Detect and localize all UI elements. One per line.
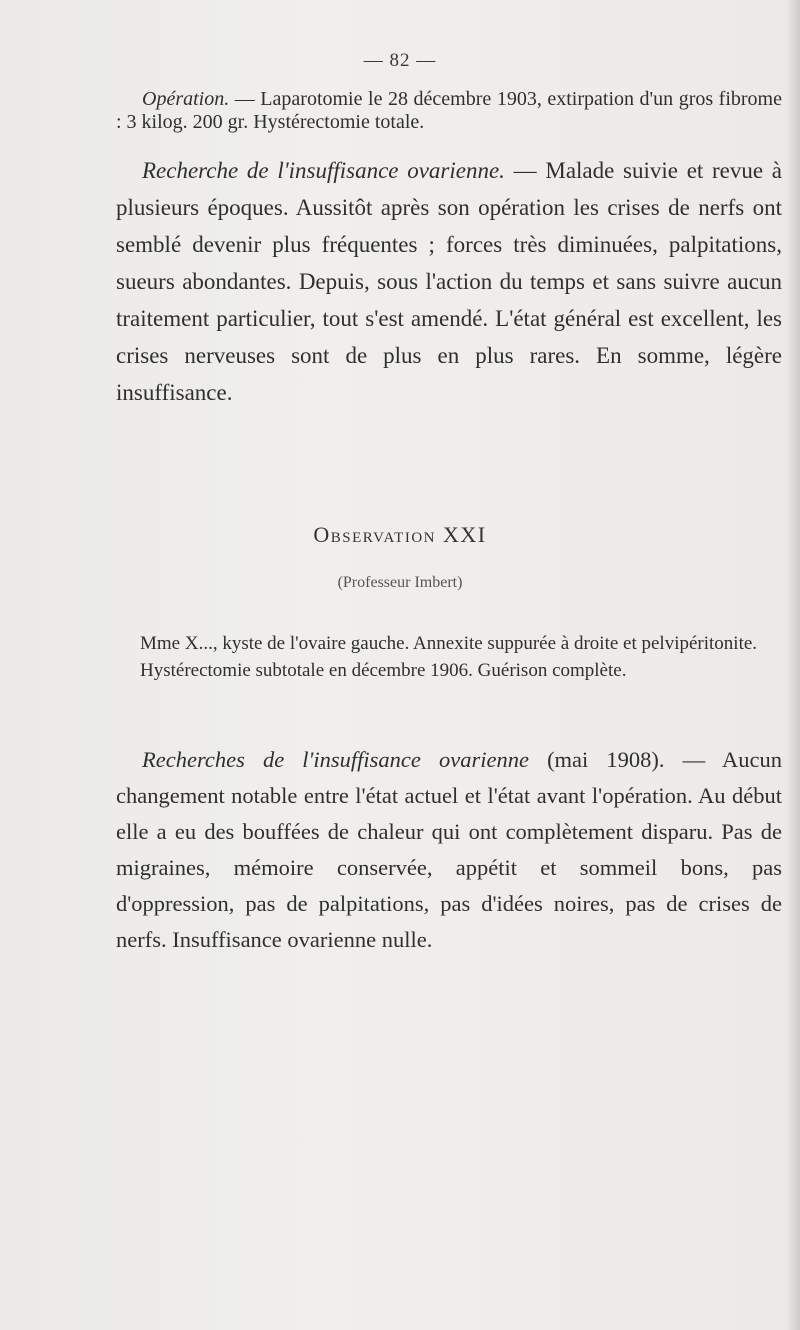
recherche-text-1: — Malade suivie et revue à plusieurs époques. Aussitôt après son opération les crises de nerfs ont semblé devenir plus fréquentes ; forces très diminuées, palpitations, sueurs abondantes. Depuis, sous l'action du temps et sans suivre aucun traitement particulier, tout s'est amendé. L'état général est excellent, les crises nerveuses sont de plus en plus rares. En somme, légère insuffisance. bbox=[116, 158, 782, 405]
recherche-label-2: Recherches de l'insuffisance ovarienne bbox=[142, 747, 529, 772]
case-text-1: Mme X..., kyste de l'ovaire gauche. Annexite suppurée à droite et pelvipéritonite. bbox=[140, 633, 758, 654]
case-line-2 bbox=[116, 657, 782, 684]
recherche-paragraph-1 bbox=[116, 152, 782, 411]
recherche-date-2: (mai 1908). bbox=[547, 747, 665, 772]
recherche-label-1: Recherche de l'insuffisance ovarienne. bbox=[142, 158, 505, 183]
operation-text: — Laparotomie le 28 décembre 1903, extirpation d'un gros fibrome : 3 kilog. 200 gr. Hystérectomie totale. bbox=[116, 88, 782, 133]
case-line-1 bbox=[116, 630, 782, 657]
recherche-text-2: — Aucun changement notable entre l'état actuel et l'état avant l'opération. Au début elle a eu des bouffées de chaleur qui ont complètement disparu. Pas de migraines, mémoire conservée, appétit et sommeil bons, pas d'oppression, pas de palpitations, pas d'idées noires, pas de crises de nerfs. Insuffisance ovarienne nulle. bbox=[116, 747, 782, 952]
observation-title: Observation XXI bbox=[313, 522, 487, 547]
observation-author: (Professeur Imbert) bbox=[337, 574, 463, 591]
page-edge-shadow bbox=[786, 0, 800, 1330]
operation-paragraph bbox=[116, 88, 782, 134]
operation-label: Opération. bbox=[142, 88, 230, 110]
case-paragraph bbox=[116, 630, 782, 684]
recherche-paragraph-2 bbox=[116, 742, 782, 958]
page-number: — 82 — bbox=[363, 50, 437, 71]
case-text-2: Hystérectomie subtotale en décembre 1906. Guérison complète. bbox=[140, 660, 627, 681]
